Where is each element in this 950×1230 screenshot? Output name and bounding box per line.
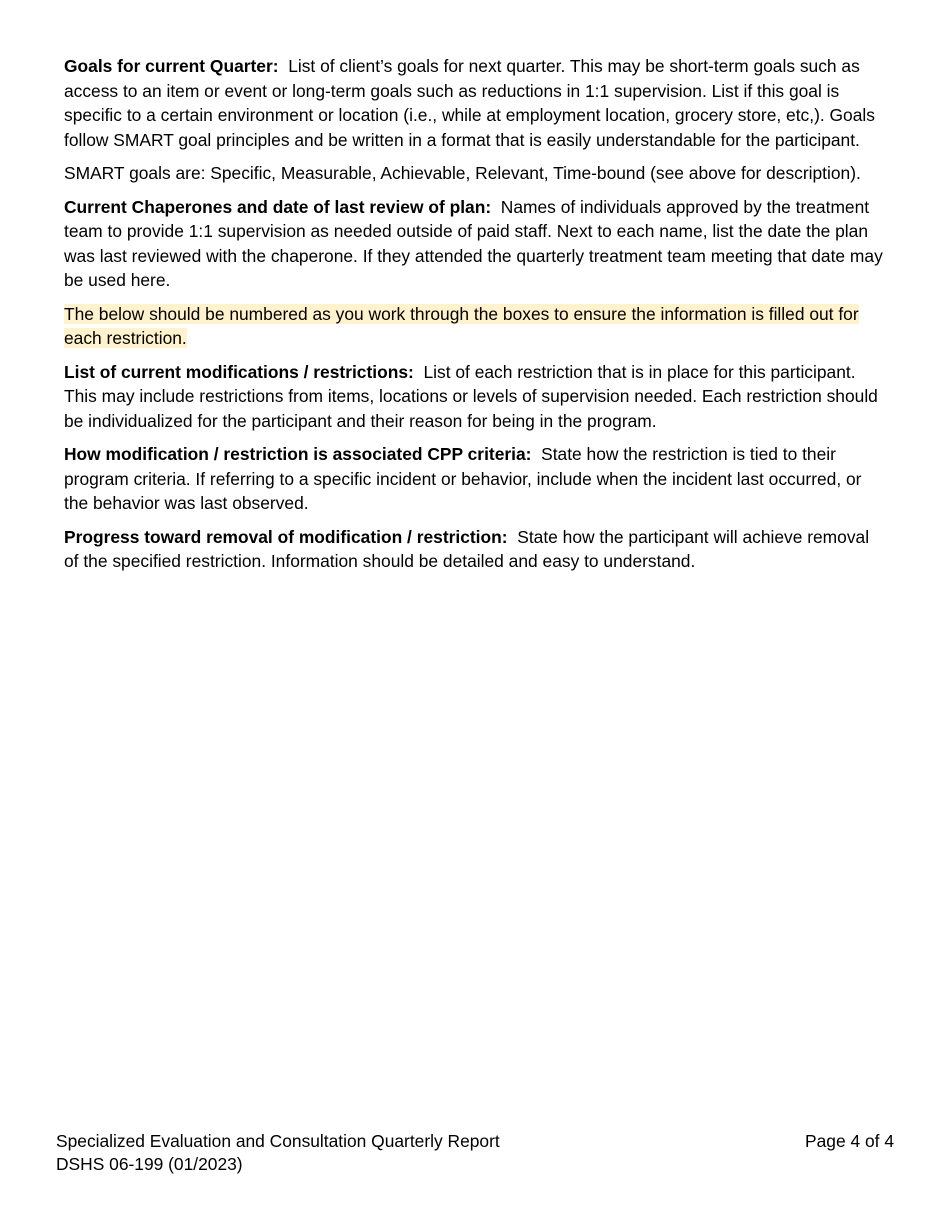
goals-text: List of client’s goals for next quarter. This may be short-term goals such as access to an item or event or long-term goals such as reductions in 1:1 supervision. List if this goal is specific to a certain environment or location (i.e., while at employment location, grocery store, etc,). Goals follow SMART goal principles and be written in a format that is easily understandable for the participant. (64, 56, 875, 150)
cpp-criteria-paragraph (64, 442, 886, 516)
restrictions-text: List of each restriction that is in place for this participant. This may include restrictions from items, locations or levels of supervision needed. Each restriction should be individualized for the participant and their reason for being in the program. (64, 361, 878, 431)
chaperones-heading: Current Chaperones and date of last review of plan: (64, 196, 492, 217)
progress-heading: Progress toward removal of modification / restriction: (64, 526, 508, 547)
footer-left-block (56, 1130, 500, 1175)
cpp-criteria-text: State how the restriction is tied to their program criteria. If referring to a specific incident or behavior, include when the incident last occurred, or the behavior was last observed. (64, 444, 862, 513)
smart-goals-text: SMART goals are: Specific, Measurable, Achievable, Relevant, Time-bound (see above for description). (64, 163, 861, 183)
footer-report-title: Specialized Evaluation and Consultation Quarterly Report (56, 1131, 500, 1151)
document-body (64, 54, 886, 583)
restrictions-heading: List of current modifications / restrictions: (64, 361, 414, 382)
footer-page-number: Page 4 of 4 (805, 1131, 894, 1151)
progress-text: State how the participant will achieve removal of the specified restriction. Information should be detailed and easy to understand. (64, 526, 870, 571)
cpp-criteria-heading: How modification / restriction is associated CPP criteria: (64, 444, 532, 464)
numbering-note-highlight: The below should be numbered as you work through the boxes to ensure the information is filled out for each restriction. (64, 303, 859, 348)
smart-goals-paragraph (64, 161, 886, 186)
restrictions-paragraph (64, 360, 886, 434)
footer-form-number: DSHS 06-199 (01/2023) (56, 1153, 243, 1174)
numbering-note-paragraph (64, 302, 886, 351)
goals-paragraph (64, 54, 886, 152)
page-footer (56, 1130, 894, 1175)
progress-paragraph (64, 525, 886, 574)
goals-heading: Goals for current Quarter: (64, 56, 279, 76)
chaperones-paragraph (64, 195, 886, 293)
chaperones-text: Names of individuals approved by the treatment team to provide 1:1 supervision as needed outside of paid staff. Next to each name, list the date the plan was last reviewed with the chaperone. If they attended the quarterly treatment team meeting that date may be used here. (64, 196, 883, 290)
